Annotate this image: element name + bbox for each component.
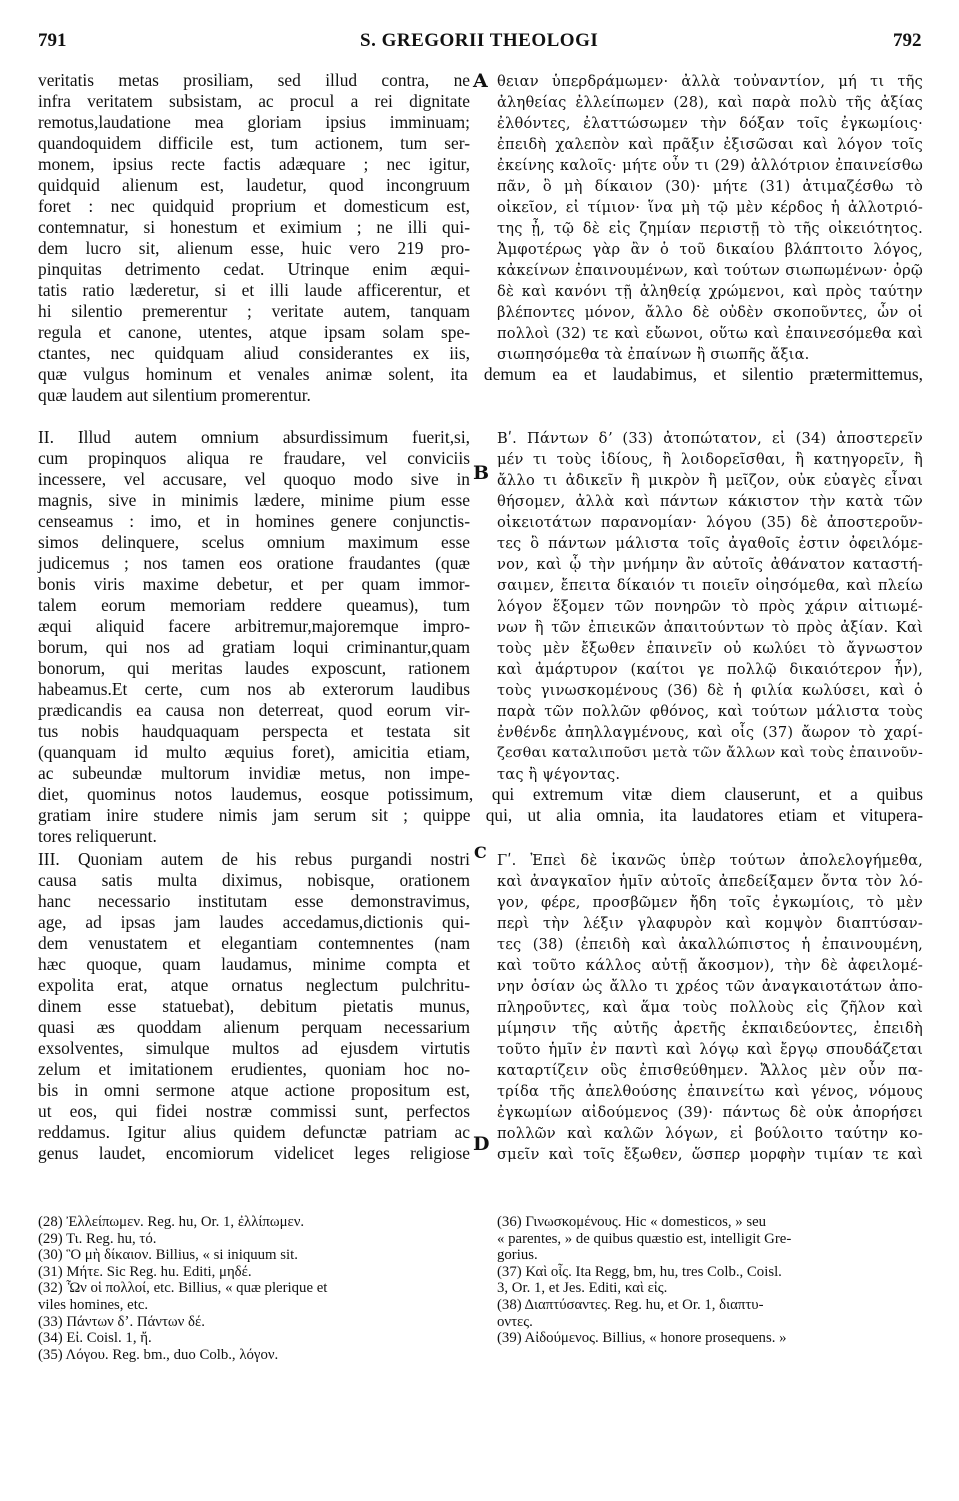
- greek-line: βλέποντες μόνον, ἄλλο δὲ οὐδὲν σκοποῦντες, ὧν οἱ: [497, 304, 923, 321]
- latin-line: infra veritatem subsistam, ac procul a rei dignitate: [38, 91, 470, 111]
- greek-line: περὶ τὴν λέξιν γλαφυρὸν καὶ κομψὸν διαπτύσαν-: [497, 915, 923, 932]
- footnote-line: (39) Αἰδούμενος. Billius, « honore prosequens. »: [497, 1330, 787, 1347]
- margin-marker-a: A: [473, 70, 488, 92]
- greek-line: της ᾖ, τῷ δὲ εἰς ζημίαν περιστῇ τὸ τῆς οἰκειότητος.: [497, 220, 923, 237]
- greek-line: γον, φέρε, προσβῶμεν ἤδη τοῖς ἐγκωμίοις, τὸ μὲν: [497, 894, 923, 911]
- greek-line: καὶ τοῦτο κάλλος αὐτῇ ἄκοσμον), τὴν δὲ ἀφειλομέ-: [497, 957, 923, 974]
- full-width-line: quæ vulgus hominum et venales animæ solent, ita demum ea et laudabimus, et silentio prætermittemus,: [38, 364, 923, 384]
- latin-line: hi silentio premerentur ; veritate autem, tanquam: [38, 301, 470, 321]
- full-width-line: tores reliquerunt.: [38, 826, 157, 846]
- latin-line: pinquitas detrimento cedat. Utrinque enim æqui-: [38, 259, 470, 279]
- footnote-line: 3, Or. 1, et Jes. Editi, καὶ εἰς.: [497, 1280, 668, 1297]
- left-page-number: 791: [38, 30, 67, 51]
- latin-line: exsolventes, simulque multos ad ejusdem virtutis: [38, 1038, 470, 1058]
- greek-line: καὶ ἀναγκαῖον ἡμῖν αὐτοῖς ἀπεδείξαμεν ὄντα τὸν λό-: [497, 873, 923, 890]
- latin-line: censeamus : imo, et in homines genere conjunctis-: [38, 511, 470, 531]
- footnote-line: (34) Εἰ. Coisl. 1, ἤ.: [38, 1330, 152, 1347]
- latin-line: bis in omni sermone atque actione propositum est,: [38, 1080, 470, 1100]
- latin-line: quasi æs quoddam alienum perquam necessarium: [38, 1017, 470, 1037]
- greek-line: κἀκείνων ἐπαινουμένων, καὶ τούτων σιωπωμένων· ὀρῷ: [497, 262, 923, 279]
- greek-line: λόγον ἕξομεν τῶν πονηρῶν τὸ πρὸς χάριν αἰτιωμέ-: [497, 598, 923, 615]
- greek-line: πολλοὶ (32) τε καὶ εὔωνοι, οὕτω καὶ ἐπαινεσόμεθα καὶ: [497, 325, 923, 342]
- latin-line: zelum et imitationem erudientes, quoniam hoc no-: [38, 1059, 470, 1079]
- latin-line: hanc necessario institutam esse demonstravimus,: [38, 891, 470, 911]
- latin-line: quandoquidem difficile est, tum actionem, tum ser-: [38, 133, 470, 153]
- latin-line: regula et canone, utentes, atque ipsam solam spe-: [38, 322, 470, 342]
- latin-line: incessere, vel accusare, vel quoquo modo sive in: [38, 469, 470, 489]
- latin-line: causa satis multa diximus, nobisque, orationem: [38, 870, 470, 890]
- footnote-line: (29) Τι. Reg. hu, τό.: [38, 1230, 157, 1247]
- greek-line: νων ἢ τῶν ἐπιεικῶν ἀπαιτούντων τὸ πρὸς ἀξίαν. Καὶ: [497, 619, 923, 636]
- greek-line: τοῦτο ἡμῖν ἐν παντὶ καὶ λόγῳ καὶ ἔργῳ σπουδάζεται: [497, 1041, 923, 1058]
- latin-line: monem, ipsius recte factis adæquare ; nec igitur,: [38, 154, 470, 174]
- latin-line: ac subeundæ multorum invidiæ metus, non impe-: [38, 763, 470, 783]
- footnote-line: (33) Πάντων δʼ. Πάντων δέ.: [38, 1313, 205, 1330]
- latin-line: hæc quoque, quam laudamus, minime compta et: [38, 954, 470, 974]
- greek-line: τας ἢ ψέγοντας.: [497, 766, 621, 783]
- latin-line: æqui aliquid facere arbitremur,majoremque impro-: [38, 616, 470, 636]
- full-width-line: gratiam inire studere nimis jam serum sit ; quippe qui, ut alia omnia, ita laudatores etiam et vitupera-: [38, 805, 923, 825]
- full-width-line: diet, quominus notos laudemus, eosque potissimum, qui extremum vitæ diem clauserunt, et a quibus: [38, 784, 923, 804]
- greek-line: ἐγκωμίων αἰδούμενος (39)· πάντως δὲ οὐκ ἀπορήσει: [497, 1104, 923, 1121]
- footnote-line: « parentes, » de quibus quæstio est, intelligit Gre-: [497, 1230, 792, 1247]
- greek-line: σαιμεν, ἔπειτα δίκαιόν τι ποιεῖν οἰησόμεθα, καὶ πλείω: [497, 577, 923, 594]
- greek-line: δὲ καὶ κανόνι τῇ ἀληθείᾳ χρώμενοι, καὶ πρὸς ταύτην: [497, 283, 923, 300]
- latin-line: prædicandis ea causa non deterreat, quod eorum vir-: [38, 700, 470, 720]
- latin-line: II. Illud autem omnium absurdissimum fuerit,si,: [38, 427, 470, 447]
- greek-line: τες ὃ πάντων μάλιστα τοῖς ἀγαθοῖς ἐστιν ὀφειλόμε-: [497, 535, 923, 552]
- footnote-line: οντες.: [497, 1313, 533, 1330]
- latin-line: habeamus.Et certe, cum nos ab exterorum laudibus: [38, 679, 470, 699]
- greek-line: θειαν ὑπερδράμωμεν· ἀλλὰ τοὐναντίον, μή τι τῆς: [497, 73, 923, 90]
- greek-line: οἰκεῖον, εἰ τίμιον· ἵνα μὴ τῷ μὲν κέρδος ἡ ἀλλοτριό-: [497, 199, 923, 216]
- latin-line: dem venustatem et elegantiam contemnentes (nam: [38, 933, 470, 953]
- right-page-number: 792: [893, 30, 922, 51]
- greek-line: ἄλλο τι ἀδικεῖν ἢ μικρὸν ἢ μεῖζον, οὐκ εὐαγὲς εἶναι: [497, 472, 923, 489]
- footnote-line: gorius.: [497, 1247, 538, 1264]
- greek-line: πᾶν, ὃ μὴ δίκαιον (30)· μήτε (31) ἀτιμαζέσθω τὸ: [497, 178, 923, 195]
- latin-line: tatis ratio læderetur, si et illi laude afficerentur, et: [38, 280, 470, 300]
- margin-marker-b: B: [473, 462, 490, 484]
- greek-line: ἐπειδὴ χαλεπὸν καὶ πρᾶξιν ἐξισῶσαι καὶ λόγον τοῖς: [497, 136, 923, 153]
- greek-line: καὶ ἀμάρτυρον (καίτοι γε πολλῷ δικαιότερον ἦν),: [497, 661, 923, 678]
- greek-line: τες (38) (ἐπειδὴ καὶ ἀκαλλώπιστος ἡ ἐπαινουμένη,: [497, 936, 923, 953]
- footnote-line: (30) Ὃ μὴ δίκαιον. Billius, « si iniquum sit.: [38, 1247, 298, 1264]
- latin-line: dinem esse statuebat), debitum pietatis munus,: [38, 996, 470, 1016]
- footnote-line: (32) Ὧν οἱ πολλοί, etc. Billius, « quæ plerique et: [38, 1280, 328, 1297]
- latin-line: contemnatur, si honestum et eximium ; ne illi qui-: [38, 217, 470, 237]
- latin-line: III. Quoniam autem de his rebus purgandi nostri: [38, 849, 470, 869]
- greek-line: καταρτίζειν οὓς ἐπισθεύθημεν. Ἄλλος μὲν οὖν πα-: [497, 1062, 923, 1079]
- greek-line: ἐλθόντες, ἐλαττώσωμεν τὴν δόξαν τοῖς ἐγκωμίοις·: [497, 115, 923, 132]
- greek-line: Γʹ. Ἐπεὶ δὲ ἱκανῶς ὑπὲρ τούτων ἀπολελογήμεθα,: [497, 852, 923, 869]
- greek-line: τοὺς μὲν ἔξωθεν ἐπαινεῖν οὐ κωλύει τὸ ἄγνωστον: [497, 640, 923, 657]
- greek-line: πληροῦντες, καὶ ἅμα τοὺς πολλοὺς εἰς ζῆλον καὶ: [497, 999, 923, 1016]
- greek-line: ἐνθένδε ἀπηλλαγμένους, καὶ οἷς (37) ἄωρον τὸ χαρί-: [497, 724, 923, 741]
- latin-line: reddamus. Igitur alius quidem defunctæ patriam ac: [38, 1122, 470, 1142]
- footnote-line: (35) Λόγου. Reg. bm., duo Colb., λόγον.: [38, 1346, 279, 1363]
- latin-line: bonorum, qui meritas laudes exposcunt, rationem: [38, 658, 470, 678]
- footnote-line: (38) Διαπτύσαντες. Reg. hu, et Or. 1, διαπτυ-: [497, 1297, 764, 1313]
- latin-line: talem eorum memoriam reddere queamus), tum: [38, 595, 470, 615]
- latin-line: genus laudet, encomiorum videlicet leges religiose: [38, 1143, 470, 1163]
- greek-line: ζεσθαι καταλιποῦσι μετὰ τῶν ἄλλων καὶ τοὺς ἐπαινοῦν-: [497, 745, 924, 761]
- greek-line: μέν τι τοὺς ἰδίους, ἢ λοιδορεῖσθαι, ἢ κατηγορεῖν, ἢ: [497, 451, 923, 468]
- margin-marker-c: C: [474, 843, 487, 862]
- greek-line: νην ὁσίαν ὡς ἄλλο τι χρέος τῶν ἀναγκαιοτάτων ἀπο-: [497, 978, 923, 995]
- greek-line: παρὰ τῶν πολλῶν φθόνος, καὶ τούτων μάλιστα τοὺς: [497, 703, 923, 720]
- greek-line: νον, καὶ ᾧ τὴν μνήμην ἂν αὐτοῖς ἀθάνατον καταστή-: [497, 556, 923, 573]
- greek-line: μίμησιν τῆς αὐτῆς ἀρετῆς ἐκπαιδεύοντες, ἐπειδὴ: [497, 1020, 923, 1037]
- greek-line: θήσομεν, ἀλλὰ καὶ πάντων κάκιστον τὴν κατὰ τῶν: [497, 493, 923, 510]
- greek-line: τοὺς γινωσκομένους (36) δὲ ἡ φιλία κωλύσει, καὶ ὁ: [497, 682, 923, 699]
- latin-line: dem lucro sit, alienum esse, huic vero 219 pro-: [38, 238, 470, 258]
- footnote-line: (31) Μήτε. Sic Reg. hu. Editi, μηδέ.: [38, 1263, 252, 1280]
- latin-line: magnis, sive in minimis lædere, minime pium esse: [38, 490, 470, 510]
- margin-marker-d: D: [473, 1133, 490, 1155]
- greek-line: ἀληθείας ἐλλείπωμεν (28), καὶ παρὰ πολὺ τῆς ἀξίας: [497, 94, 923, 111]
- footnote-line: viles homines, etc.: [38, 1297, 149, 1313]
- latin-line: veritatis metas prosiliam, sed illud contra, ne: [38, 70, 470, 90]
- greek-line: ἐκείνης καλοῖς· μήτε οὖν τι (29) ἀλλότριον ἐπαινείσθω: [497, 157, 923, 174]
- greek-line: οἰκειοτάτων παρανομίαν· λόγου (35) δὲ ἀποστεροῦν-: [497, 514, 923, 531]
- full-width-line: quæ laudem aut silentium promerentur.: [38, 385, 311, 405]
- latin-line: judicemus ; nos tamen eos oratione fraudantes (quæ: [38, 553, 470, 573]
- greek-line: Ἀμφοτέρως γὰρ ἂν ὁ τοῦ δικαίου βλάπτοιτο λόγος,: [497, 241, 923, 258]
- latin-line: ut eos, qui fidei nostræ commissi sunt, perfectos: [38, 1101, 470, 1121]
- latin-line: quidquid alienum est, laudetur, quod incongruum: [38, 175, 470, 195]
- latin-line: tus nobis haudquaquam perspecta et testata sit: [38, 721, 470, 741]
- latin-line: remotus,laudatione mea gloriam ipsius imminuam;: [38, 112, 470, 132]
- running-title: S. GREGORII THEOLOGI: [360, 30, 599, 51]
- latin-line: (quanquam id multo æquius foret), amicitia etiam,: [38, 742, 470, 762]
- latin-line: age, ad ipsas jam laudes accedamus,dictionis qui-: [38, 912, 470, 932]
- latin-line: ctantes, nec quidquam aliud considerantes ex iis,: [38, 343, 470, 363]
- footnote-line: (28) Ἐλλείπωμεν. Reg. hu, Or. 1, ἐλλίπωμεν.: [38, 1214, 305, 1230]
- latin-line: foret : nec quidquid proprium et domesticum est,: [38, 196, 470, 216]
- greek-line: πολλῶν καὶ καλῶν λόγων, εἰ βούλοιτο ταύτην κο-: [497, 1125, 923, 1142]
- footnote-line: (36) Γινωσκομένους. Hic « domesticos, » seu: [497, 1214, 767, 1230]
- latin-line: borum, qui nos ad gratiam loqui criminantur,quam: [38, 637, 470, 657]
- latin-line: expolita erat, atque ornatus neglectum pulchritu-: [38, 975, 470, 995]
- latin-line: simos delinquere, scelus omnium maximum esse: [38, 532, 470, 552]
- greek-line: σιωπησόμεθα τὰ ἐπαίνων ἢ σιωπῆς ἄξια.: [497, 346, 810, 363]
- greek-line: τρίδα τῆς ἀπελθούσης ἐπαινείτω καὶ γένος, νόμους: [497, 1083, 923, 1100]
- latin-line: bonis viris maxime debetur, et per quam immor-: [38, 574, 470, 594]
- footnote-line: (37) Καὶ οἷς. Ita Regg, bm, hu, tres Colb., Coisl.: [497, 1263, 782, 1280]
- greek-line: Βʹ. Πάντων δʼ (33) ἀτοπώτατον, εἰ (34) ἀποστερεῖν: [497, 430, 923, 447]
- greek-line: σμεῖν καὶ τοῖς ἔξωθεν, ὥσπερ μορφὴν τιμίαν τε καὶ: [497, 1146, 923, 1163]
- latin-line: cum propinquos aliqua re fraudare, vel conviciis: [38, 448, 470, 468]
